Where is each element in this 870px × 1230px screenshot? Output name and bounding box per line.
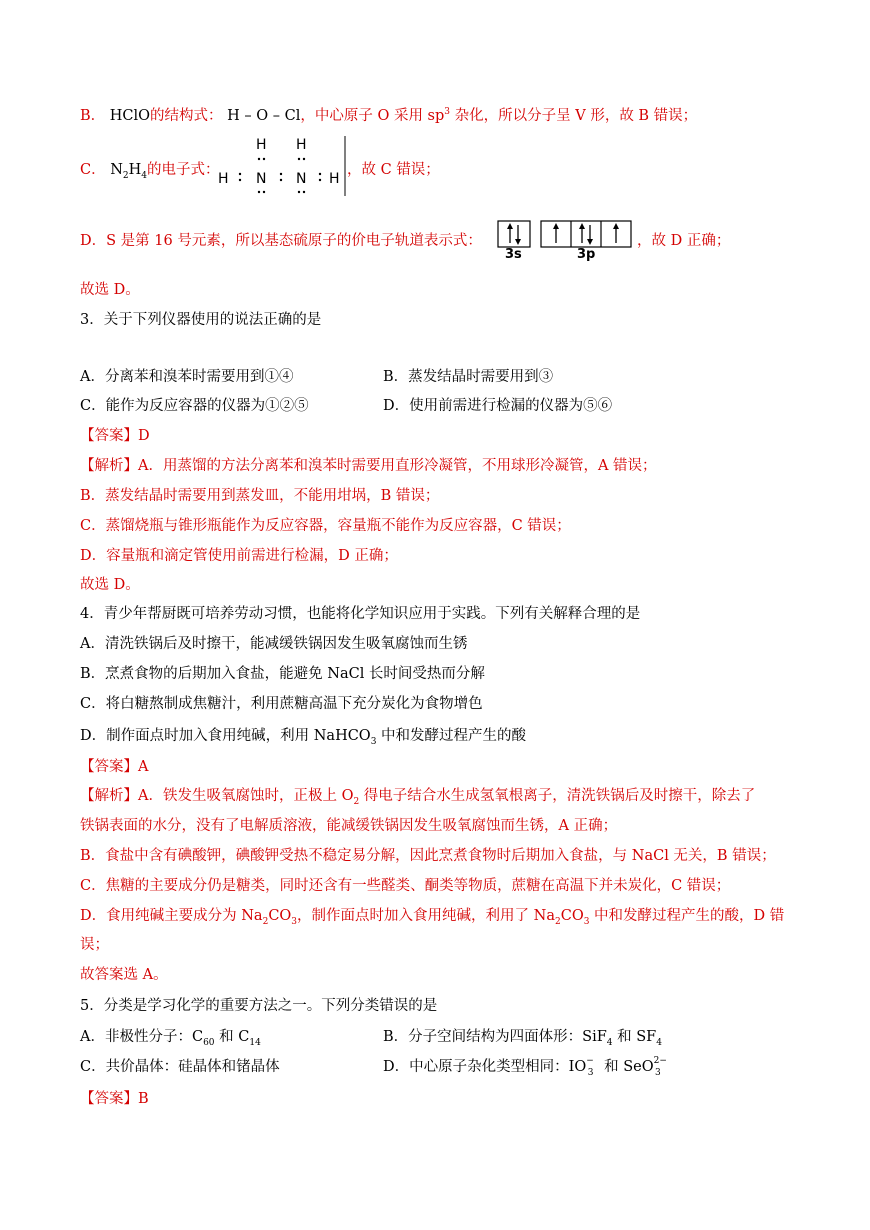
q4-option-b: B．烹煮食物的后期加入食盐，能避免 NaCl 长时间受热而分解 [80,666,485,682]
q4-exp-d-line1 [80,906,784,926]
prev-conclusion: 故选 D。 [80,282,140,298]
svg-text:H: H [329,171,340,187]
prev-option-c [80,160,220,180]
q3-option-a: A．分离苯和溴苯时需要用到①④ [80,369,294,385]
q4-exp-a-line1 [80,786,755,806]
q5-option-b [383,1027,662,1047]
analysis-label: 【解析】 [80,788,138,804]
a-sub1: 60 [203,1037,215,1048]
svg-text:N: N [296,171,307,187]
d-text2: ，故 D 正确； [637,233,731,249]
answer-label: 【答案】 [80,1091,138,1107]
q5-option-a [80,1027,261,1047]
d-pre: D．中心原子杂化类型相同：IO [383,1059,587,1075]
io3-charge: −$_3$ [586,1056,594,1078]
q3-exp-d: D．容量瓶和滴定管使用前需进行检漏，D 正确； [80,548,398,564]
q4-exp-d-line2: 误； [80,937,109,953]
q5-answer [80,1089,149,1109]
q4-option-c: C．将白糖熬制成焦糖汁，利用蔗糖高温下充分炭化为食物增色 [80,696,483,712]
prev-option-b [80,106,697,126]
b-text2: ，中心原子 O 采用 sp [300,108,445,124]
exp-d1-sub1: 2 [262,916,269,927]
q5-stem: 5．分类是学习化学的重要方法之一。下列分类错误的是 [80,998,438,1014]
q4-option-d [80,726,526,746]
b-sub2: 4 [656,1037,662,1048]
q3-exp-b: B．蒸发结晶时需要用到蒸发皿，不能用坩埚，B 错误； [80,488,440,504]
exp-d1-pre: D．食用纯碱主要成分为 Na [80,908,263,924]
q4-exp-b: B．食盐中含有碘酸钾，碘酸钾受热不稳定易分解，因此烹煮食物时后期加入食盐，与 NaCl 无关，B 错误； [80,848,776,864]
exp-a1-post: 得电子结合水生成氢氧根离子，清洗铁锅后及时擦干，除去了 [359,788,756,804]
svg-text:H: H [218,171,229,187]
q3-stem: 3．关于下列仪器使用的说法正确的是 [80,312,322,328]
q3-option-d: D．使用前需进行检漏的仪器为⑤⑥ [383,398,613,414]
d-sub: 3 [370,736,377,747]
c-text1: 的电子式： [147,162,220,178]
a-sub2: 14 [249,1037,261,1048]
q3-option-b: B．蒸发结晶时需要用到③ [383,369,554,385]
q4-exp-a-line2: 铁锅表面的水分，没有了电解质溶液，能减缓铁锅因发生吸氧腐蚀而生锈，A 正确； [80,818,618,834]
q4-option-a: A．清洗铁锅后及时擦干，能减缓铁锅因发生吸氧腐蚀而生锈 [80,636,468,652]
q4-conclusion: 故答案选 A。 [80,967,168,983]
answer-label: 【答案】 [80,759,138,775]
b-pre: B．分子空间结构为四面体形：SiF [383,1029,607,1045]
prev-option-c-tail [347,160,440,180]
q3-exp-c: C．蒸馏烧瓶与锥形瓶能作为反应容器，容量瓶不能作为反应容器，C 错误； [80,518,571,534]
seo3-charge: $^{2-}_3$ [653,1056,667,1078]
exp-d1-mid3: CO [560,908,584,924]
q5-option-c: C．共价晶体：硅晶体和锗晶体 [80,1059,280,1075]
c-prefix: C． [80,162,106,178]
orbital-label-3s: 3s [505,247,522,262]
exp-a1-sub: 2 [353,796,360,807]
d-pre: D．制作面点时加入食用纯碱，利用 NaHCO [80,728,371,744]
exp-d1-sub4: 3 [583,916,590,927]
svg-text:N: N [256,171,267,187]
a-mid: 和 C [214,1029,250,1045]
b-sup: 3 [444,107,451,118]
q3-answer [80,426,150,446]
q3-exp-a [80,456,657,476]
q4-answer [80,757,148,777]
orbital-label-3p: 3p [577,247,596,262]
q5-option-d [383,1057,673,1077]
exp-a1-pre: A．铁发生吸氧腐蚀时，正极上 O [138,788,354,804]
analysis-label: 【解析】 [80,458,138,474]
svg-text:H: H [296,137,307,153]
d-text1: D．S 是第 16 号元素，所以基态硫原子的价电子轨道表示式： [80,233,482,249]
hclo-structure: H – O – Cl [227,108,301,124]
q3-conclusion: 故选 D。 [80,577,140,593]
answer-value: A [138,759,149,775]
exp-d1-mid2: ，制作面点时加入食用纯碱，利用了 Na [297,908,555,924]
answer-value: B [138,1091,149,1107]
d-post: 中和发酵过程产生的酸 [376,728,527,744]
answer-value: D [138,428,150,444]
b-sub1: 4 [606,1037,613,1048]
exp-d1-mid1: CO [268,908,292,924]
n2h4-formula: $N_2H_4$ [110,162,148,181]
b-text3: 杂化，所以分子呈 V 形，故 B 错误； [450,108,698,124]
svg-text:H: H [256,137,267,153]
prev-option-d [80,231,482,251]
q3-option-c: C．能作为反应容器的仪器为①②⑤ [80,398,309,414]
answer-label: 【答案】 [80,428,138,444]
a-pre: A．非极性分子：C [80,1029,204,1045]
b-text1: 的结构式： [150,108,223,124]
exp-d1-post: 中和发酵过程产生的酸，D 错 [589,908,785,924]
q4-exp-c: C．焦糖的主要成分仍是糖类，同时还含有一些醛类、酮类等物质，蔗糖在高温下并未炭化，C 错误； [80,878,731,894]
c-text2: ，故 C 错误； [347,162,440,178]
n2h4-electron-formula [216,136,346,198]
d-mid: 和 SeO [599,1059,654,1075]
exp-a: A．用蒸馏的方法分离苯和溴苯时需要用直形冷凝管，不用球形冷凝管，A 错误； [138,458,657,474]
prev-option-d-tail [637,231,730,251]
q4-stem: 4．青少年帮厨既可培养劳动习惯，也能将化学知识应用于实践。下列有关解释合理的是 [80,606,641,622]
b-mid: 和 SF [612,1029,657,1045]
exp-d1-sub2: 3 [291,916,298,927]
b-prefix: B． [80,108,106,124]
hclo-formula: HClO [109,108,151,124]
exp-d1-sub3: 2 [554,916,561,927]
